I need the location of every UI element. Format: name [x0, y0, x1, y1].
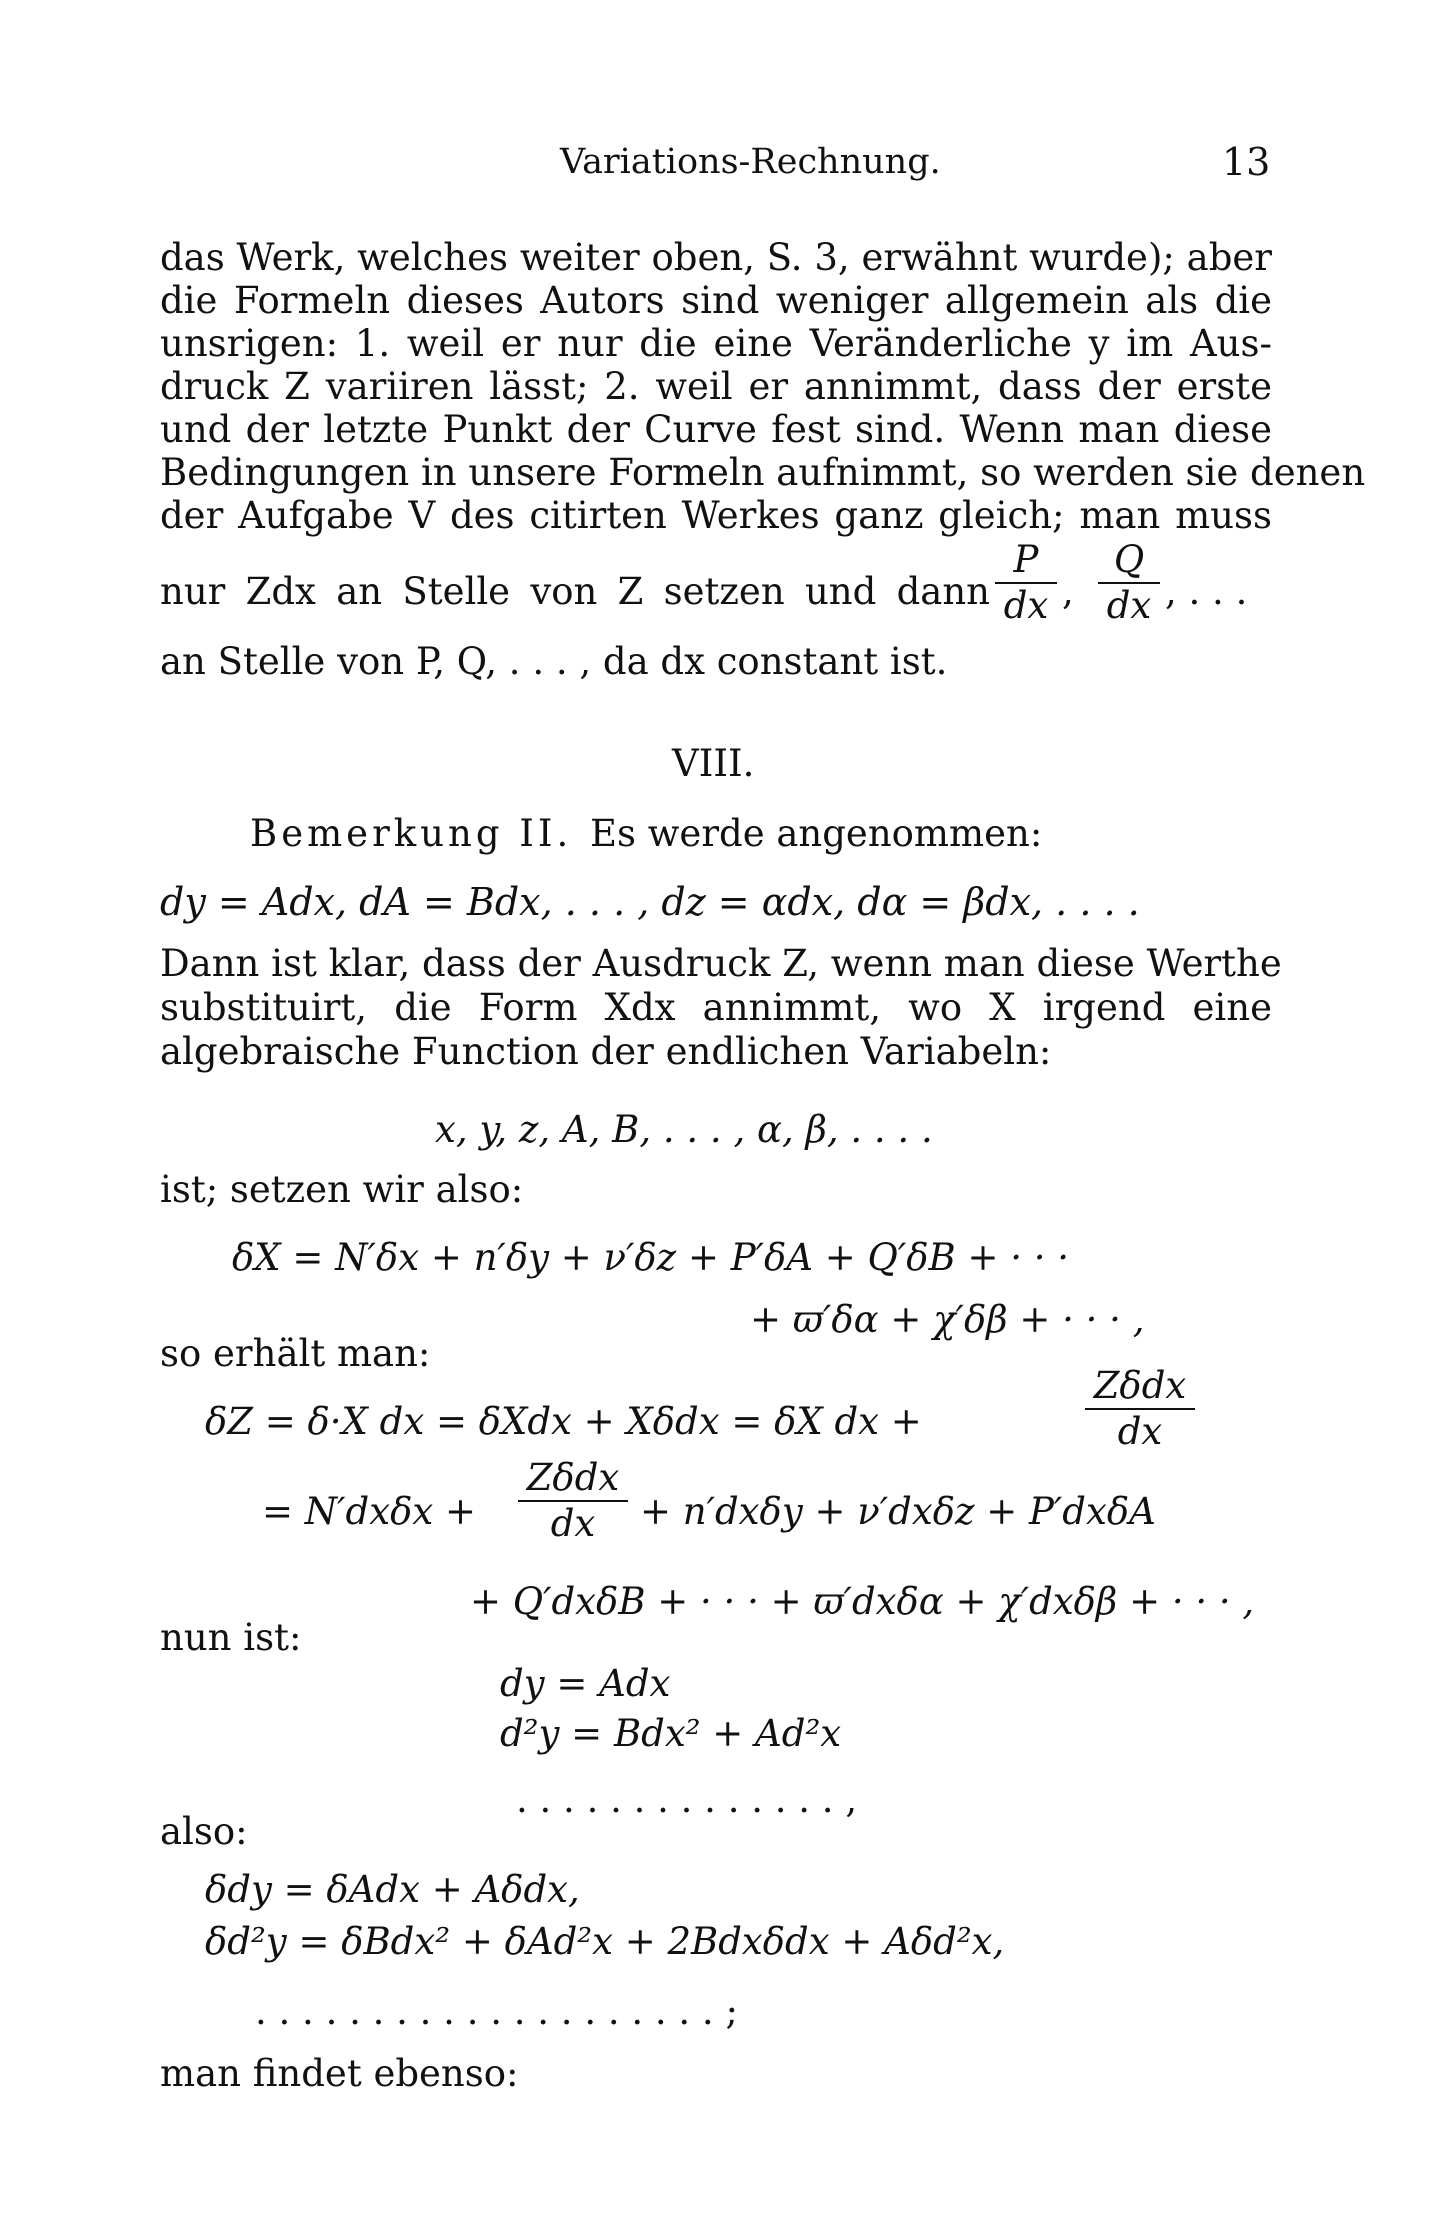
- equation-delta-x-line2: + ϖ′δα + χ′δβ + · · · ,: [750, 1298, 1145, 1341]
- paragraph-line: substituirt, die Form Xdx annimmt, wo X irgend eine: [160, 986, 1272, 1029]
- fraction-denominator: dx: [1003, 584, 1049, 627]
- page-number: 13: [1222, 140, 1271, 184]
- paragraph-line: nur Zdx an Stelle von Z setzen und dann: [160, 570, 990, 613]
- comma: ,: [1062, 570, 1074, 613]
- text-line: nun ist:: [160, 1616, 302, 1659]
- equation-variables: x, y, z, A, B, . . . , α, β, . . . .: [435, 1108, 933, 1151]
- equation-dots: . . . . . . . . . . . . . . . . . . . . ;: [255, 1990, 738, 2033]
- equation-dots: . . . . . . . . . . . . . . ,: [516, 1778, 858, 1821]
- paragraph-line: druck Z variiren lässt; 2. weil er annimmt, dass der erste: [160, 365, 1272, 408]
- fraction-z-delta-dx: [1085, 1366, 1195, 1452]
- ellipsis: , . . .: [1165, 570, 1248, 613]
- fraction-denominator: dx: [550, 1502, 596, 1545]
- running-title: Variations-Rechnung.: [560, 142, 941, 182]
- fraction-numerator: Zδdx: [1093, 1364, 1187, 1407]
- equation-delta-z-line1: δZ = δ·X dx = δXdx + Xδdx = δX dx +: [205, 1400, 922, 1443]
- equation-assumptions: dy = Adx, dA = Bdx, . . . , dz = αdx, dα = βdx, . . . .: [160, 880, 1140, 924]
- equation-delta-z-line2b: + n′dxδy + ν′dxδz + P′dxδA: [640, 1490, 1156, 1533]
- equation-delta-z-line3: + Q′dxδB + · · · + ϖ′dxδα + χ′dxδβ + · · · ,: [470, 1580, 1255, 1623]
- fraction-denominator: dx: [1117, 1410, 1163, 1453]
- section-heading: VIII.: [672, 742, 755, 785]
- equation-delta-x-line1: δX = N′δx + n′δy + ν′δz + P′δA + Q′δB + · · ·: [232, 1236, 1070, 1279]
- fraction-numerator: Q: [1113, 538, 1145, 581]
- paragraph-line: und der letzte Punkt der Curve fest sind. Wenn man diese: [160, 408, 1272, 451]
- paragraph-line: an Stelle von P, Q, . . . , da dx constant ist.: [160, 640, 948, 683]
- fraction-p-over-dx: [995, 540, 1057, 626]
- fraction-numerator: Zδdx: [526, 1456, 620, 1499]
- paragraph-line: unsrigen: 1. weil er nur die eine Veränderliche y im Aus-: [160, 322, 1272, 365]
- text-line: ist; setzen wir also:: [160, 1168, 524, 1211]
- paragraph-line: algebraische Function der endlichen Variabeln:: [160, 1030, 1052, 1073]
- equation-delta-z-line2a: = N′dxδx +: [262, 1490, 476, 1533]
- equation-delta-d2y: δd²y = δBdx² + δAd²x + 2Bdxδdx + Aδd²x,: [205, 1920, 1005, 1963]
- text-line: so erhält man:: [160, 1332, 431, 1375]
- equation-delta-dy: δdy = δAdx + Aδdx,: [205, 1868, 580, 1911]
- fraction-q-over-dx: [1098, 540, 1160, 626]
- paragraph-line: die Formeln dieses Autors sind weniger allgemein als die: [160, 279, 1272, 322]
- equation-dy: dy = Adx: [500, 1662, 671, 1705]
- equation-d2y: d²y = Bdx² + Ad²x: [500, 1712, 842, 1755]
- fraction-denominator: dx: [1106, 584, 1152, 627]
- paragraph-line: das Werk, welches weiter oben, S. 3, erwähnt wurde); aber: [160, 236, 1272, 279]
- paragraph-line: Dann ist klar, dass der Ausdruck Z, wenn man diese Werthe: [160, 942, 1282, 985]
- fraction-numerator: P: [1013, 538, 1039, 581]
- fraction-z-delta-dx: [518, 1458, 628, 1544]
- paragraph-line: Bedingungen in unsere Formeln aufnimmt, so werden sie denen: [160, 451, 1366, 494]
- remark-text: Es werde angenommen:: [590, 812, 1043, 855]
- remark-label: Bemerkung II.: [250, 812, 573, 855]
- text-line: man findet ebenso:: [160, 2052, 519, 2095]
- text-line: also:: [160, 1810, 248, 1853]
- paragraph-line: der Aufgabe V des citirten Werkes ganz gleich; man muss: [160, 494, 1272, 537]
